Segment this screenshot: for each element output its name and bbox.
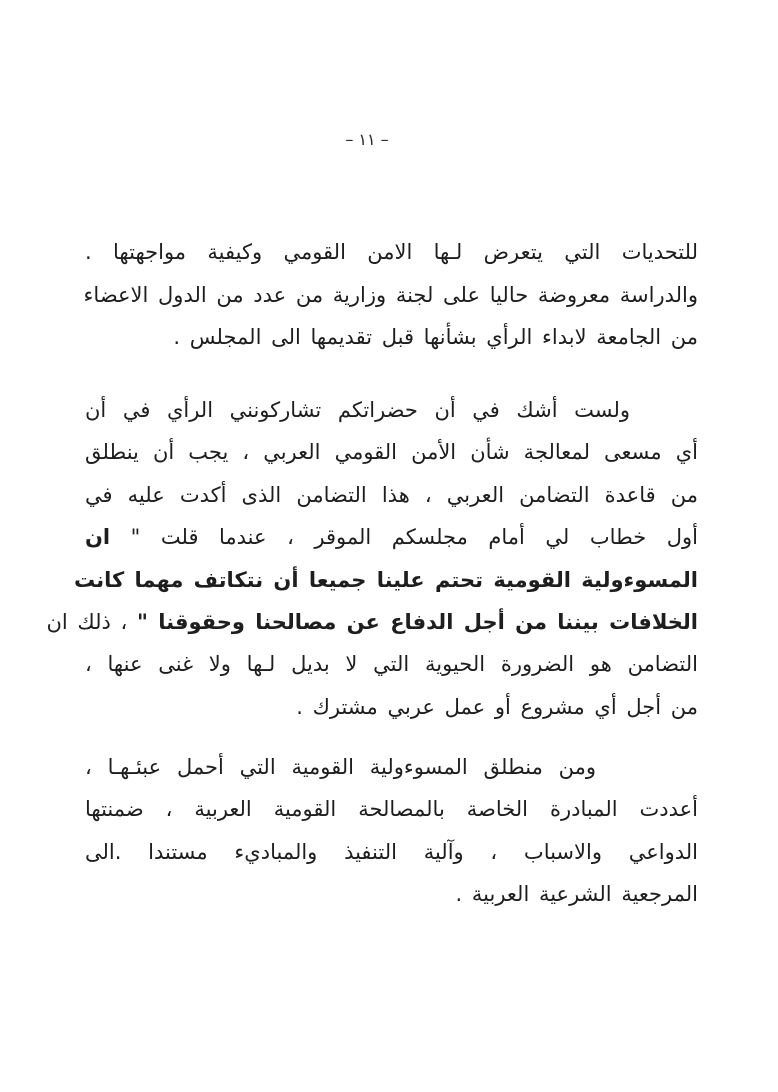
page-number: – ١١ –: [345, 130, 389, 149]
text-line: أي مسعى لمعالجة شأن الأمن القومي العربي ، يجب أن ينطلق: [85, 440, 698, 464]
text-line: للتحديات التي يتعرض لـها الامن القومي وكيفية مواجهتها .: [85, 240, 698, 264]
text-line: التضامن هو الضرورة الحيوية التي لا بديل لـها ولا غنى عنها ،: [85, 652, 698, 676]
text-line: من الجامعة لابداء الرأي بشأنها قبل تقديمها الى المجلس .: [173, 325, 698, 349]
text-line: الدواعي والاسباب ، وآلية التنفيذ والمباديء مستندا .الى: [85, 840, 698, 864]
text-line: [85, 521, 698, 555]
bold-text-run: ان: [85, 525, 111, 549]
text-line: من أجل أي مشروع أو عمل عربي مشترك .: [296, 695, 698, 719]
text-line: [46, 606, 698, 640]
text-line: ومن منطلق المسوءولية القومية التي أحمل عبئـهـا ،: [85, 755, 596, 779]
text-line: والدراسة معروضة حاليا على لجنة وزارية من عدد من الدول الاعضاء: [83, 283, 698, 307]
bold-text-run: الخلافات بيننا من أجل الدفاع عن مصالحنا وحقوقنا ": [137, 610, 698, 634]
text-run: ، ذلك ان: [46, 610, 128, 634]
text-line: المرجعية الشرعية العربية .: [455, 882, 698, 906]
text-line: أعددت المبادرة الخاصة بالمصالحة القومية العربية ، ضمنتها: [85, 797, 698, 821]
bold-text-line: المسوءولية القومية تحتم علينا جميعا أن نتكاتف مهما كانت: [74, 568, 698, 592]
text-line: ولست أشك في أن حضراتكم تشاركونني الرأي في أن: [85, 398, 630, 422]
text-run: أول خطاب لي أمام مجلسكم الموقر ، عندما قلت ": [130, 525, 698, 549]
text-line: من قاعدة التضامن العربي ، هذا التضامن الذى أكدت عليه في: [85, 483, 698, 507]
